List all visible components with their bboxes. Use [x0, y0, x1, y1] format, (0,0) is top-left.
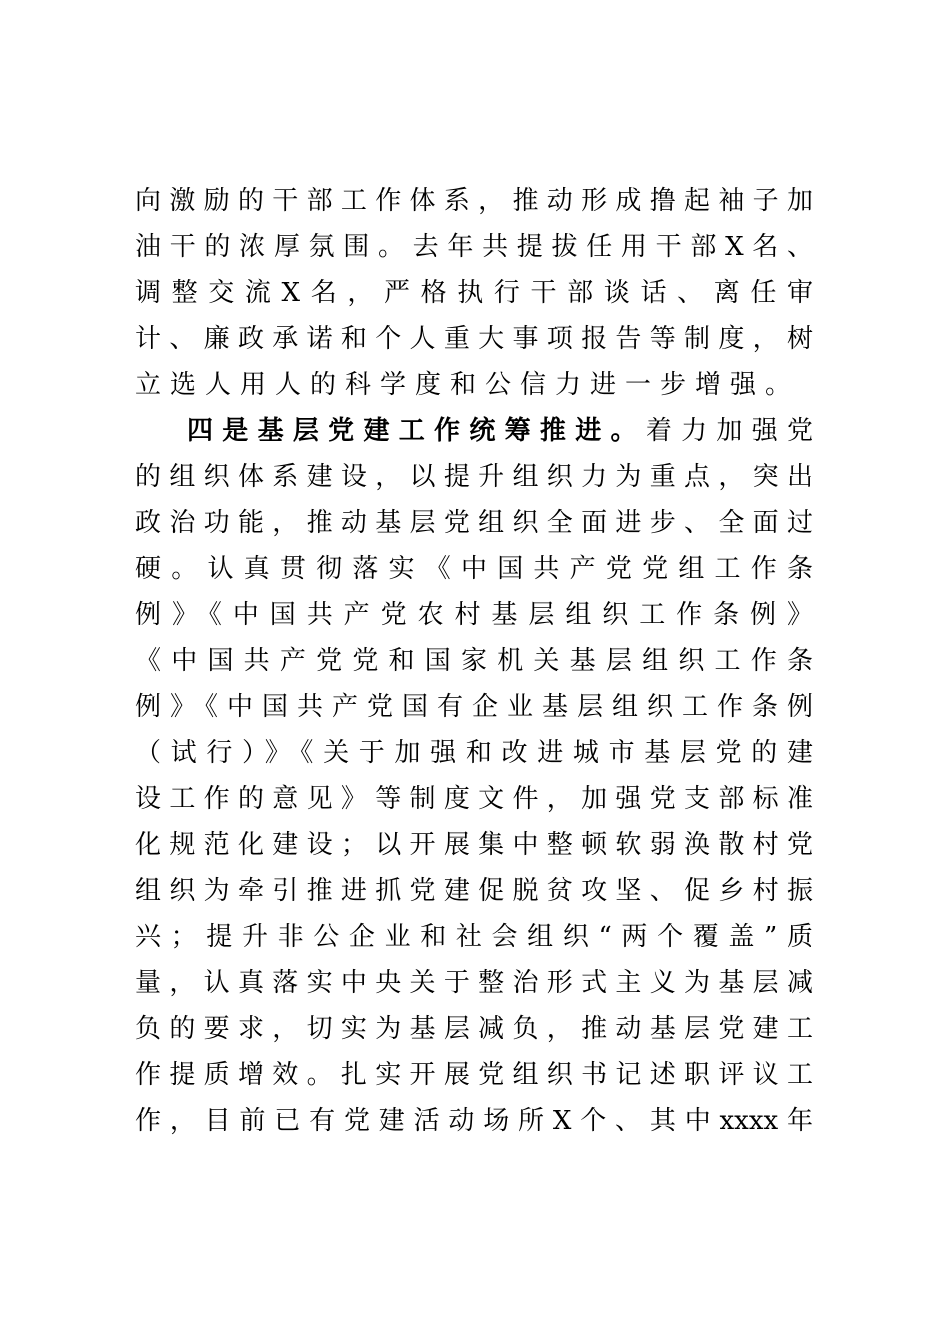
text-line: 作提质增效。扎实开展党组织书记述职评议工: [135, 1060, 813, 1090]
text-line: 调整交流X名，严格执行干部谈话、离任审: [135, 278, 813, 308]
text-line: 例》《中国共产党农村基层组织工作条例》: [135, 600, 813, 630]
text-fragment: 着力加强党: [645, 416, 813, 446]
text-line: 油干的浓厚氛围。去年共提拔任用干部X名、: [135, 232, 813, 262]
text-line: 组织为牵引推进抓党建促脱贫攻坚、促乡村振: [135, 876, 813, 906]
text-line: （试行）》《关于加强和改进城市基层党的建: [135, 738, 813, 768]
section-heading: 四是基层党建工作统筹推进。: [187, 416, 646, 446]
document-body: [135, 178, 813, 1144]
text-line: 化规范化建设；以开展集中整顿软弱涣散村党: [135, 830, 813, 860]
text-line: 向激励的干部工作体系，推动形成撸起袖子加: [135, 186, 813, 216]
text-line: 负的要求，切实为基层减负，推动基层党建工: [135, 1014, 813, 1044]
text-line: 量，认真落实中央关于整治形式主义为基层减: [135, 968, 813, 998]
text-line: 计、廉政承诺和个人重大事项报告等制度，树: [135, 324, 813, 354]
text-line: 设工作的意见》等制度文件，加强党支部标准: [135, 784, 813, 814]
text-line: 立选人用人的科学度和公信力进一步增强。: [135, 370, 801, 400]
text-line: 《中国共产党党和国家机关基层组织工作条: [135, 646, 813, 676]
text-line: 硬。认真贯彻落实《中国共产党党组工作条: [135, 554, 813, 584]
text-line: 政治功能，推动基层党组织全面进步、全面过: [135, 508, 813, 538]
text-line: 作，目前已有党建活动场所X个、其中xxxx年: [135, 1106, 813, 1136]
paragraph-first-line: [135, 408, 813, 454]
text-line: 兴；提升非公企业和社会组织“两个覆盖”质: [135, 922, 813, 952]
text-line: 例》《中国共产党国有企业基层组织工作条例: [135, 692, 813, 722]
text-line: 的组织体系建设，以提升组织力为重点，突出: [135, 462, 813, 492]
